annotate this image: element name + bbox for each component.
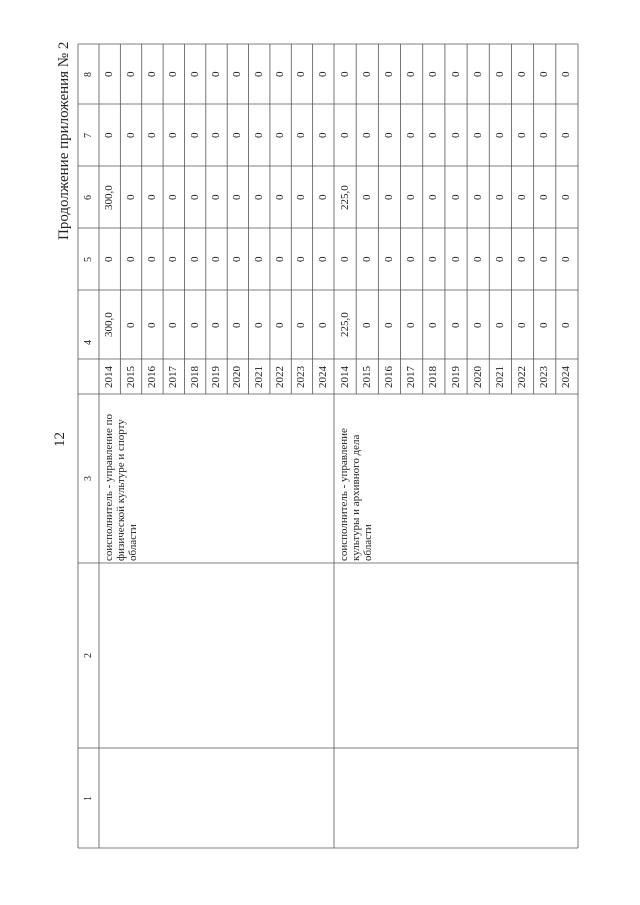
cell-c4: 0: [316, 322, 329, 328]
cell-c8: 0: [382, 71, 395, 77]
cell-c7: 0: [449, 132, 462, 138]
cell-c8: 0: [252, 71, 265, 77]
cell-c5: 0: [471, 256, 484, 262]
cell-c5: 0: [382, 256, 395, 262]
cell-c4: 0: [449, 322, 462, 328]
cell-c7: 0: [405, 132, 418, 138]
cell-year: 2015: [124, 365, 137, 388]
cell-year: 2017: [405, 365, 418, 388]
cell-c8: 0: [316, 71, 329, 77]
cell-c6: 0: [295, 194, 308, 200]
cell-c5: 0: [252, 256, 265, 262]
cell-c7: 0: [145, 132, 158, 138]
cell-c7: 0: [252, 132, 265, 138]
cell-c6: 0: [360, 194, 373, 200]
cell-c7: 0: [167, 132, 180, 138]
cell-c6: 0: [560, 194, 573, 200]
cell-c5: 0: [405, 256, 418, 262]
cell-c6: 0: [382, 194, 395, 200]
cell-c8: 0: [560, 71, 573, 77]
cell-c5: 0: [538, 256, 551, 262]
cell-c4: 0: [360, 322, 373, 328]
cell-c6: 0: [124, 194, 137, 200]
cell-c8: 0: [210, 71, 222, 77]
cell-c4: 0: [210, 322, 222, 328]
cell-c8: 0: [231, 71, 244, 77]
cell-c8: 0: [360, 71, 373, 77]
cell-c5: 0: [516, 256, 529, 262]
cell-year: 2015: [360, 365, 373, 388]
cell-year: 2020: [231, 365, 244, 388]
cell-c7: 0: [560, 132, 573, 138]
cell-c8: 0: [405, 71, 418, 77]
cell-c5: 0: [167, 256, 180, 262]
cell-c8: 0: [295, 71, 308, 77]
cell-c5: 0: [274, 256, 287, 262]
header-number-4: 4: [82, 339, 94, 345]
cell-c6: 0: [449, 194, 462, 200]
cell-year: 2023: [295, 365, 308, 388]
cell-c5: 0: [449, 256, 462, 262]
cell-c6: 0: [231, 194, 244, 200]
cell-year: 2020: [471, 365, 484, 388]
cell-c6: 300,0: [103, 184, 116, 210]
header-number-3: 3: [82, 476, 94, 481]
cell-c5: 0: [210, 256, 222, 262]
cell-c8: 0: [471, 71, 484, 77]
cell-c7: 0: [516, 132, 529, 138]
cell-c8: 0: [188, 71, 201, 77]
cell-year: 2024: [560, 365, 573, 388]
cell-c6: 0: [427, 194, 440, 200]
cell-c4: 0: [188, 322, 201, 328]
cell-c4: 0: [274, 322, 287, 328]
cell-c4: 0: [231, 322, 244, 328]
cell-c5: 0: [316, 256, 329, 262]
cell-c4: 0: [167, 322, 180, 328]
header-number-8: 8: [82, 71, 94, 77]
cell-c8: 0: [516, 71, 529, 77]
header-number-1: 1: [82, 795, 94, 801]
cell-c7: 0: [103, 132, 116, 138]
cell-c5: 0: [360, 256, 373, 262]
cell-c4: 0: [427, 322, 440, 328]
cell-c7: 0: [316, 132, 329, 138]
cell-c4: 0: [493, 322, 506, 328]
cell-c8: 0: [538, 71, 551, 77]
cell-c8: 0: [274, 71, 287, 77]
cell-c8: 0: [493, 71, 506, 77]
cell-year: 2022: [274, 365, 287, 388]
cell-c7: 0: [427, 132, 440, 138]
cell-c7: 0: [471, 132, 484, 138]
page-number: 12: [52, 432, 68, 447]
continuation-note: Продолжение приложения № 2: [56, 41, 72, 240]
cell-c6: 0: [274, 194, 287, 200]
cell-year: 2016: [145, 365, 158, 388]
cell-c5: 0: [338, 256, 351, 262]
cell-year: 2018: [427, 365, 440, 388]
header-number-5: 5: [82, 256, 94, 262]
cell-year: 2017: [167, 365, 180, 388]
cell-c6: 0: [316, 194, 329, 200]
cell-c5: 0: [145, 256, 158, 262]
cell-c4: 0: [124, 322, 137, 328]
cell-c7: 0: [338, 132, 351, 138]
cell-c6: 0: [188, 194, 201, 200]
cell-c5: 0: [560, 256, 573, 262]
cell-year: 2021: [493, 365, 506, 388]
cell-year: 2021: [252, 365, 265, 388]
cell-c6: 0: [538, 194, 551, 200]
co-executor-description: соисполнитель - управление по физической культуре и спорту области: [103, 414, 139, 561]
header-number-7: 7: [82, 132, 94, 138]
cell-year: 2019: [449, 365, 462, 388]
cell-c6: 0: [167, 194, 180, 200]
cell-c6: 0: [252, 194, 265, 200]
cell-c6: 0: [516, 194, 529, 200]
cell-c6: 225,0: [338, 184, 351, 210]
cell-c6: 0: [493, 194, 506, 200]
header-number-6: 6: [82, 194, 94, 200]
cell-c8: 0: [167, 71, 180, 77]
cell-c8: 0: [427, 71, 440, 77]
cell-year: 2016: [382, 365, 395, 388]
cell-c5: 0: [493, 256, 506, 262]
cell-c4: 0: [252, 322, 265, 328]
cell-c7: 0: [295, 132, 308, 138]
cell-year: 2014: [338, 365, 351, 388]
cell-c4: 0: [382, 322, 395, 328]
cell-c4: 0: [405, 322, 418, 328]
cell-year: 2019: [210, 365, 222, 388]
cell-c8: 0: [338, 71, 351, 77]
cell-c4: 0: [560, 322, 573, 328]
cell-c7: 0: [210, 132, 222, 138]
cell-year: 2014: [103, 365, 116, 388]
cell-c4: 0: [295, 322, 308, 328]
cell-c5: 0: [427, 256, 440, 262]
cell-c5: 0: [231, 256, 244, 262]
cell-c5: 0: [103, 256, 116, 262]
cell-c7: 0: [188, 132, 201, 138]
cell-year: 2023: [538, 365, 551, 388]
cell-c7: 0: [274, 132, 287, 138]
cell-c6: 0: [405, 194, 418, 200]
cell-c6: 0: [145, 194, 158, 200]
cell-c8: 0: [449, 71, 462, 77]
cell-c4: 300,0: [103, 312, 116, 337]
cell-c4: 0: [538, 322, 551, 328]
cell-c7: 0: [124, 132, 137, 138]
cell-c7: 0: [493, 132, 506, 138]
cell-c6: 0: [471, 194, 484, 200]
cell-year: 2022: [516, 365, 529, 388]
cell-c5: 0: [188, 256, 201, 262]
cell-c8: 0: [103, 71, 116, 77]
cell-c5: 0: [124, 256, 137, 262]
cell-c4: 225,0: [338, 312, 351, 337]
cell-c7: 0: [231, 132, 244, 138]
cell-c7: 0: [538, 132, 551, 138]
cell-c4: 0: [145, 322, 158, 328]
cell-c6: 0: [210, 194, 222, 200]
co-executor-description: соисполнитель - управление культуры и архивного дела области: [338, 428, 374, 561]
cell-c8: 0: [145, 71, 158, 77]
cell-c5: 0: [295, 256, 308, 262]
cell-c7: 0: [382, 132, 395, 138]
cell-c7: 0: [360, 132, 373, 138]
cell-year: 2018: [188, 365, 201, 388]
cell-c8: 0: [124, 71, 137, 77]
cell-year: 2024: [316, 365, 329, 388]
cell-c4: 0: [471, 322, 484, 328]
header-number-2: 2: [82, 653, 94, 658]
cell-c4: 0: [516, 322, 529, 328]
